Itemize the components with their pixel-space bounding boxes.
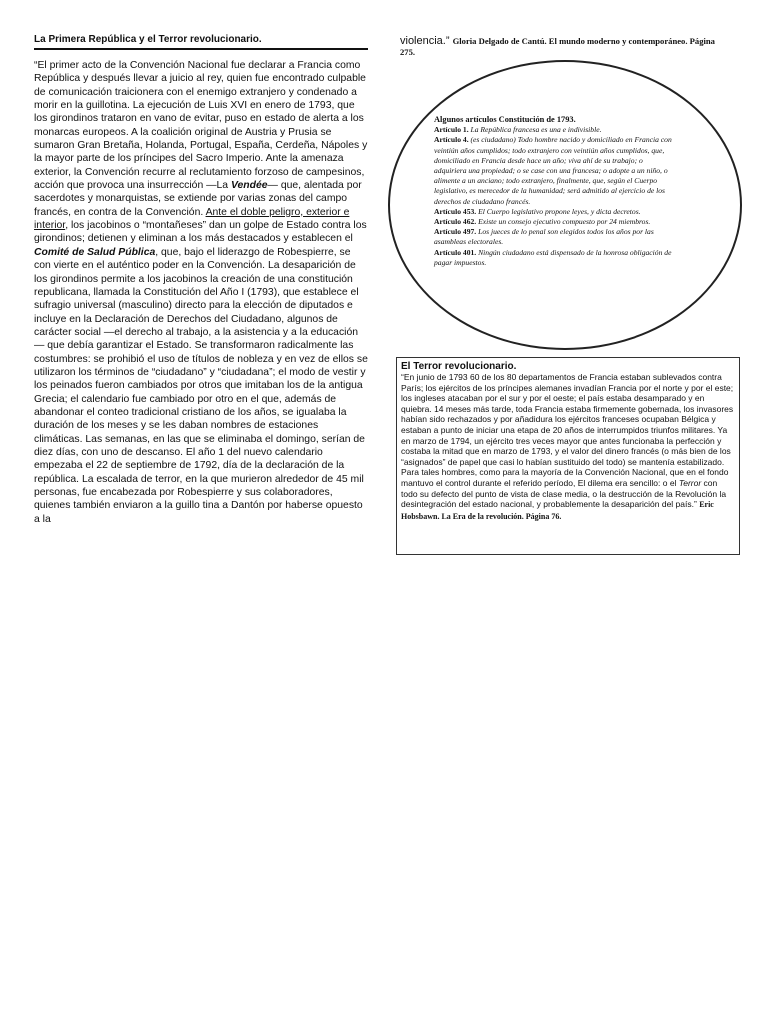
violence-text: violencia.” [400, 35, 450, 47]
text-segment-2: — que, alentada por sacerdotes y monarquistas, se extiende por varias zonas del campo francés, en contra de la Convención. [34, 180, 362, 218]
text-segment-3: , los jacobinos o “montañeses” dan un golpe de Estado contra los girondinos; detienen y eliminan a los más destacados y establecen el [34, 220, 367, 245]
terror-text-2: con todo su defecto del punto de vista de clase media, o la destrucción de la Revolución la desintegración del estado nacional, y probablemente la desaparición del país.” [401, 477, 727, 510]
terror-word: Terror [678, 477, 702, 488]
right-column-top [400, 36, 730, 58]
article-label: Artículo 462. [434, 217, 477, 227]
article-text: Ningún ciudadano está dispensado de la honrosa obligación de pagar impuestos. [434, 247, 672, 267]
section-title: La Primera República y el Terror revolucionario. [34, 33, 368, 50]
article-item [434, 135, 674, 206]
terror-text-1: “En junio de 1793 60 de los 80 departamentos de Francia estaban sublevados contra París; los ejércitos de los príncipes alemanes invadían Francia por el norte y por el este; los ingleses atacaban por el sur y por el oeste; el país estaba desamparado y en quiebra. 14 meses más tarde, toda Francia estaba firmemente gobernada, los invasores habían sido rechazados y por añadidura los ejércitos franceses ocupaban Bélgica y estaban a punto de iniciar una etapa de 20 años de interrumpidos triunfos militares. Ya en marzo de 1794, un ejército tres veces mayor que antes funcionaba la perfección y costaba la mitad que en marzo de 1793, y el valor del dinero francés (o más bien de los “asignados” de papel que casi lo habían sustituido del todo) se mantenía estabilizado. Para tales hombres, como para la mayoría de la Convención Nacional, que en el fondo mantuvo el control durante el referido período, El dilema era sencillo: o el [401, 372, 734, 488]
article-label: Artículo 453. [434, 206, 477, 216]
left-column [34, 33, 368, 526]
constitution-heading: Algunos artículos Constitución de 1793. [434, 115, 576, 124]
article-item [434, 125, 674, 135]
terror-quote [401, 372, 735, 522]
article-text: El Cuerpo legislativo propone leyes, y dicta decretos. [478, 206, 641, 216]
article-label: Artículo 401. [434, 247, 477, 257]
comite-term: Comité de Salud Pública [34, 246, 156, 258]
text-segment-1: “El primer acto de la Convención Nacional fue declarar a Francia como República y después llevar a juicio al rey, quien fue encontrado culpable de comunicación traicionera con el enemigo extranjero y condenado a morir en la guillotina. La ejecución de Luis XVI en enero de 1793, que los girondinos trataron en vano de evitar, puso en estado de alerta a los monarcas europeos. A la coalición original de Austria y Prusia se sumaron Gran Bretaña, Holanda, Portugal, España, Cerdeña, Nápoles y la mayor parte de los príncipes del Sacro Imperio. Ante la amenaza exterior, la Convención recurre al reclutamiento forzoso de campesinos, acción que provoca una insurrección —La [34, 60, 368, 192]
article-label: Artículo 1. [434, 125, 469, 135]
continued-quote [400, 36, 730, 58]
article-item [434, 248, 674, 268]
article-text: La República francesa es una e indivisible. [470, 125, 602, 135]
article-text: (es ciudadano) Todo hombre nacido y domiciliado en Francia con veintiún años cumplidos; todo extranjero con veintiún años cumplidos, que, domiciliado en Francia desde hace un año; viva ahí de su trabajo; o adquiriera una propiedad; o se case con una francesa; o adopte a un niño, o alimente a un anciano; todo extranjero, finalmente, que, según el Cuerpo legislativo, es merecedor de la humanidad; será admitido al ejercicio de los derechos de ciudadano francés. [434, 135, 672, 206]
article-item [434, 217, 674, 227]
terror-title: El Terror revolucionario. [401, 361, 517, 372]
article-label: Artículo 497. [434, 227, 477, 237]
vendee-term: Vendée [230, 180, 268, 192]
constitution-articles [434, 115, 674, 268]
underlined-phrase: Ante el doble peligro, exterior e interior [34, 206, 350, 232]
article-label: Artículo 4. [434, 135, 469, 145]
violence-citation: Gloria Delgado de Cantú. El mundo moderno y contemporáneo. Página 275. [400, 36, 715, 57]
text-segment-4: , que, bajo el liderazgo de Robespierre, se con vierte en el auténtico poder en la Convención. La desaparición de los girondinos permite a los jacobinos la creación de una constitución republicana, llamada la Constitución del Año I (1793), que establece el sufragio universal (masculino) directo para la elección de diputados e incluye en la Declaración de Derechos del Ciudadano, algunos de carácter social —el derecho al trabajo, a la asistencia y a la educación— que debía garantizar el Estado. Se transformaron radicalmente las costumbres: se prohibió el uso de títulos de nobleza y en vez de ellos se utilizaron los términos de “ciudadano” y “ciudadana”; el modo de vestir y los peinados fueron cambiados por otros que imitaban los de la antigua Grecia; el calendario fue cambiado por otro en el que, además de abandonar el conteo tradicional cristiano de los años, se igualaba la duración de los meses y se les daban nombres de estaciones climáticas. Las semanas, en las que se eliminaba el domingo, serían de diez días, con uno de descanso. El año 1 del nuevo calendario empezaba el 22 de septiembre de 1792, día de la declaración de la república. La escalada de terror, en la que murieron alrededor de 45 mil personas, fue encabezada por Robespierre y sus colaboradores, quienes también enviaron a la guillo tina a Dantón por haberse opuesto a la [34, 246, 368, 525]
terror-citation: Eric Hobsbawn. La Era de la revolución. Página 76. [401, 500, 714, 521]
article-text: Los jueces de lo penal son elegidos todos los años por las asambleas electorales. [434, 227, 654, 247]
main-paragraph [34, 59, 368, 526]
article-text: Existe un consejo ejecutivo compuesto por 24 miembros. [478, 217, 651, 227]
article-item [434, 227, 674, 247]
article-item [434, 207, 674, 217]
terror-box [396, 357, 740, 555]
